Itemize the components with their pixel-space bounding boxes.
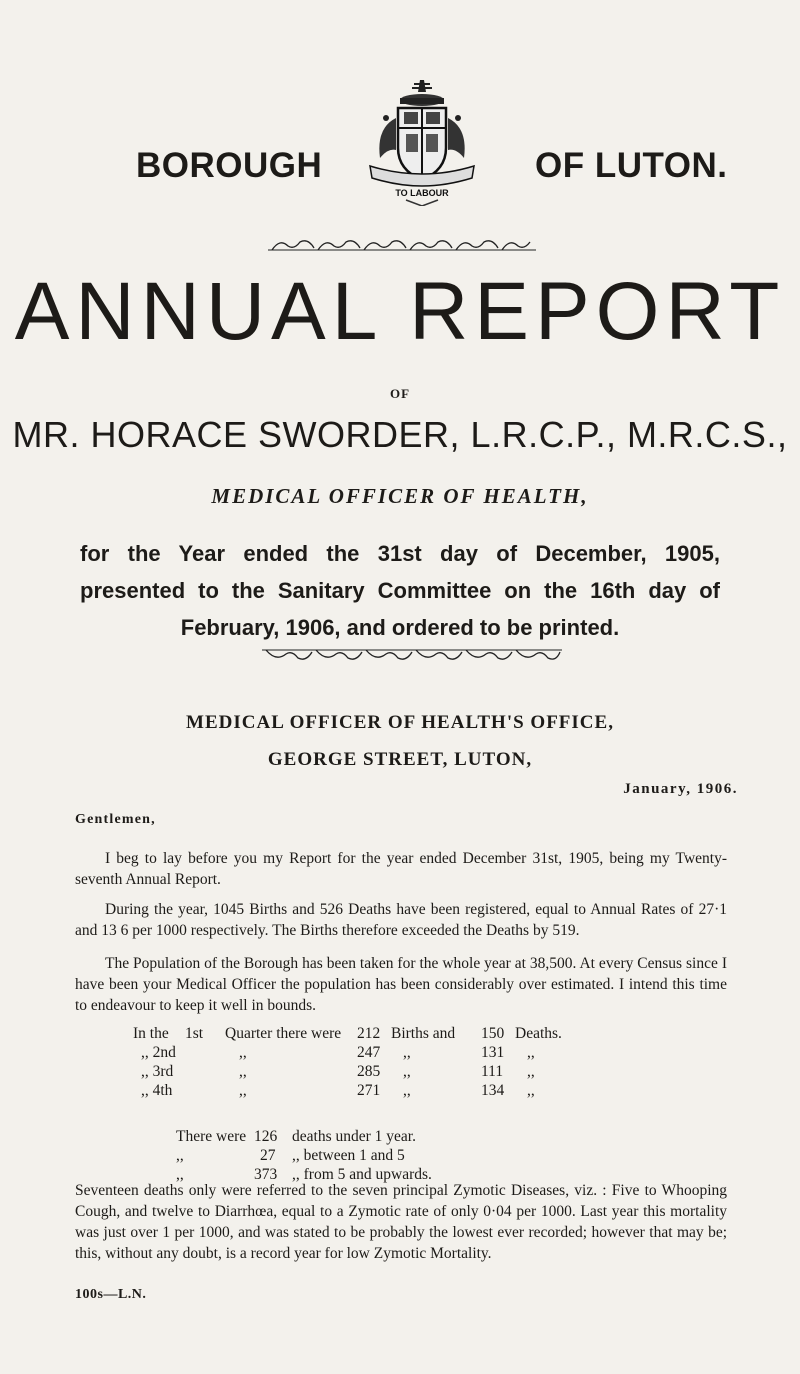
births-cell: 247 [357,1043,381,1061]
deaths-cell: 131 [481,1043,505,1061]
births-cell: 212 [357,1024,381,1042]
officer-title: MEDICAL OFFICER OF HEALTH, [211,484,589,508]
deaths-word-cell: ,, [527,1081,535,1099]
quarter-word-cell: ,, [239,1081,247,1099]
deaths-cell: 134 [481,1081,505,1099]
births-word-cell: ,, [403,1062,411,1080]
table-row [176,1127,432,1146]
ornamental-border-top [268,238,536,252]
year-paragraph: for the Year ended the 31st day of December, 1905, presented to the Sanitary Committee on the 16th day of February, 1906, and ordered to be printed. [80,541,720,640]
births-word-cell: Births and [391,1024,456,1042]
borough-crest-icon [366,78,478,206]
letter-date: January, 1906. [623,781,738,797]
header-of-luton: OF LUTON. [535,146,728,185]
label-cell: deaths under 1 year. [292,1127,416,1145]
paragraph-population: The Population of the Borough has been taken for the whole year at 38,500. At every Census since I have been your Medical Officer the population has been considerably over estimated. I intend this time to endeavour to keep it well in bounds. [75,955,727,1014]
table-row [133,1062,562,1081]
office-address: GEORGE STREET, LUTON, [267,749,533,770]
paragraph-zymotic: Seventeen deaths only were referred to the seven principal Zymotic Diseases, viz. : Five to Whooping Cough, and twelve to Diarrhœa, equal to a Zymotic rate of only 0·04 per 1000. Last year this mortality was just over 1 per 1000, and was stated to be probably the lowest ever recorded; however that may be; this, without any doubt, is a record year for low Zymotic Mortality. [75,1182,727,1262]
prefix-cell: ,, [176,1165,184,1183]
officer-name: MR. HORACE SWORDER, L.R.C.P., M.R.C.S., [12,414,788,455]
age-deaths-table [176,1127,432,1184]
quarter-word-cell: Quarter there were [225,1024,342,1042]
label-cell: ,, between 1 and 5 [292,1146,405,1164]
births-cell: 271 [357,1081,381,1099]
crest-motto: TO LABOUR [395,188,449,198]
quarter-cell: 1st [185,1024,204,1042]
paragraph-intro: I beg to lay before you my Report for the year ended December 31st, 1905, being my Twenty-seventh Annual Report. [75,850,727,888]
label-cell: ,, from 5 and upwards. [292,1165,432,1183]
deaths-word-cell: ,, [527,1062,535,1080]
intro-cell: In the [133,1024,169,1042]
table-row [176,1146,432,1165]
header-borough: BOROUGH [136,146,323,185]
ornamental-border-middle [262,648,562,662]
office-name: MEDICAL OFFICER OF HEALTH'S OFFICE, [186,712,614,733]
quarter-cell: ,, 3rd [141,1062,174,1080]
table-row [133,1081,562,1100]
paragraph-births-deaths: During the year, 1045 Births and 526 Deaths have been registered, equal to Annual Rates of 27·1 and 13 6 per 1000 respectively. The Births therefore exceeded the Deaths by 519. [75,901,727,939]
deaths-cell: 111 [481,1062,504,1080]
births-word-cell: ,, [403,1043,411,1061]
table-row [133,1024,562,1043]
quarterly-table [133,1024,562,1100]
deaths-word-cell: ,, [527,1043,535,1061]
quarter-word-cell: ,, [239,1062,247,1080]
report-title: ANNUAL REPORT [14,266,786,357]
deaths-cell: 150 [481,1024,505,1042]
table-row [133,1043,562,1062]
count-cell: 126 [254,1127,278,1145]
of-word: OF [389,386,411,401]
quarter-word-cell: ,, [239,1043,247,1061]
quarter-cell: ,, 4th [141,1081,173,1099]
prefix-cell: ,, [176,1146,184,1164]
salutation: Gentlemen, [75,812,156,827]
prefix-cell: There were [176,1127,247,1145]
quarter-cell: ,, 2nd [141,1043,176,1061]
printer-mark: 100s—L.N. [75,1287,147,1302]
births-word-cell: ,, [403,1081,411,1099]
deaths-word-cell: Deaths. [515,1024,562,1042]
count-cell: 27 [260,1146,276,1164]
births-cell: 285 [357,1062,381,1080]
count-cell: 373 [254,1165,278,1183]
